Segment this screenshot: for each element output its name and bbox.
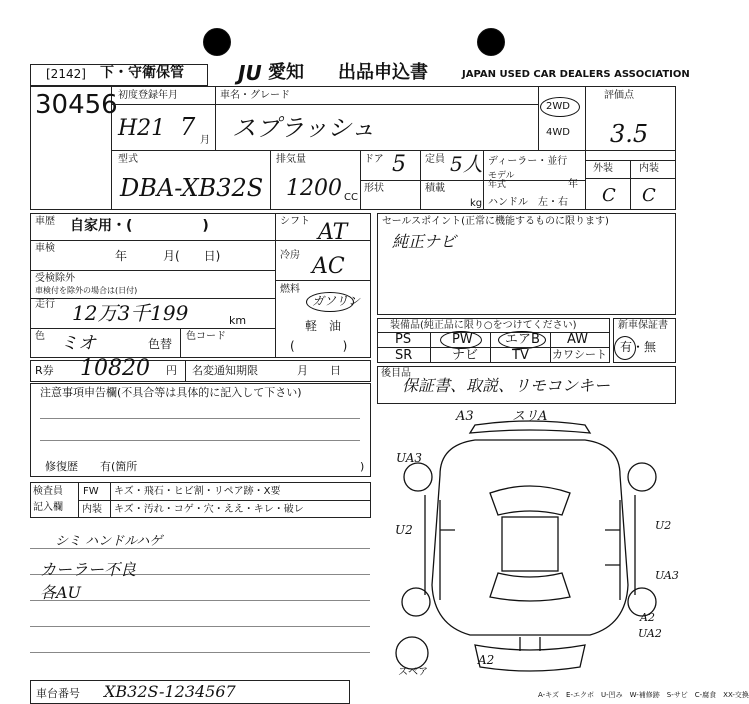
warranty-options: 有・無 (620, 340, 657, 354)
form-title: 出品申込書 (338, 62, 428, 83)
color-label: 色 (35, 331, 45, 342)
notes-header: 注意事項申告欄(不具合等は具体的に記入して下さい) (40, 386, 302, 399)
interior-grade: C (642, 185, 656, 206)
recycle-value: 10820 (80, 356, 150, 381)
inspector-label: 検査員 (33, 486, 63, 497)
reg-year: H21 (118, 116, 166, 141)
load-label: 積載 (425, 183, 445, 194)
interior-items: キズ・汚れ・コゲ・穴・ええ・キレ・破レ (114, 504, 304, 515)
damage-note-u2-right: U2 (655, 519, 672, 532)
shift-label: シフト (280, 216, 310, 227)
shape-label: 形状 (364, 183, 384, 194)
2wd-label: 2WD (546, 101, 570, 112)
first-reg-label: 初度登録年月 (118, 90, 178, 101)
exterior-grade: C (602, 185, 616, 206)
after-items-label: 後目品 (381, 368, 411, 379)
name-grade-label: 車名・グレード (220, 90, 290, 101)
punch-hole-right (477, 28, 505, 56)
equip-sr: SR (395, 348, 413, 363)
equip-pw: PW (452, 332, 473, 347)
capacity-value: 5人 (450, 152, 483, 176)
inspection-date: 年 月( 日) (115, 249, 221, 263)
lot-number: 30456 (35, 90, 118, 120)
equip-airbag: エアB (505, 332, 540, 347)
dealer-parallel-label: ディーラー・並行 (488, 156, 568, 167)
mileage-value: 12万3千199 (72, 301, 189, 325)
repair-close: ) (360, 460, 365, 473)
warranty-circle (614, 336, 636, 360)
damage-note-ua3-left: UA3 (396, 451, 423, 465)
exterior-label: 外装 (593, 163, 613, 174)
kg-unit: kg (470, 198, 483, 209)
sales-point-value: 純正ナビ (392, 232, 457, 251)
fw-label: FW (83, 486, 99, 497)
remark-2: カーラー不良 (40, 560, 137, 579)
doors-label: ドア (364, 154, 384, 165)
shift-value: AT (318, 220, 348, 245)
displacement-label: 排気量 (276, 154, 306, 165)
equip-tv: TV (512, 348, 529, 363)
4wd-label: 4WD (546, 127, 570, 138)
rating-value: 3.5 (610, 120, 649, 148)
auction-code: [2142] (46, 67, 86, 81)
km-unit: km (229, 314, 247, 327)
name-change-date: 月 日 (297, 364, 341, 377)
equip-leather: カワシート (552, 348, 607, 361)
damage-note-a2-right: A2 (640, 611, 655, 624)
spare-label: スペア (398, 667, 428, 678)
damage-note-u2-left: U2 (395, 523, 413, 537)
fuel-label: 燃料 (280, 284, 300, 295)
sales-point-box (377, 213, 676, 315)
interior-check-label: 内装 (82, 504, 102, 515)
damage-note-ua3-right: UA3 (655, 569, 679, 582)
equipment-label: 装備品(純正品に限り○をつけてください) (390, 320, 577, 331)
remark-3: 各AU (40, 583, 82, 602)
cc-unit: CC (344, 192, 358, 203)
interior-label: 内装 (639, 163, 659, 174)
doors-value: 5 (392, 152, 406, 177)
color-change-label: 色替 (148, 337, 173, 351)
history-label: 車歴 (35, 216, 55, 227)
equip-navi: ナビ (452, 348, 479, 363)
month-unit: 月 (200, 135, 210, 146)
notes-entry-label: 記入欄 (33, 502, 63, 513)
repair-history: 修復歴 有(箇所 (45, 460, 138, 473)
model-code: DBA-XB32S (120, 174, 264, 202)
equip-ps: PS (395, 332, 412, 347)
damage-note-front: スリA (512, 409, 548, 424)
diesel-label: 軽 油 (305, 319, 342, 333)
model-year-unit: 年 (568, 179, 578, 190)
handle-label: ハンドル 左・右 (488, 197, 568, 208)
name-change-label: 名変通知期限 (192, 364, 258, 377)
mileage-label: 走行 (35, 299, 55, 310)
damage-note-a3: A3 (456, 409, 474, 424)
history-value: 自家用・( ) (70, 218, 209, 234)
chassis-label: 車台番号 (36, 687, 80, 700)
equip-aw: AW (567, 332, 589, 347)
model-year-label: モデル 年式 (488, 171, 515, 190)
rating-label: 評価点 (604, 90, 634, 101)
aircon-value: AC (312, 254, 345, 279)
damage-note-a2-bottom: A2 (478, 653, 495, 667)
dealer-name: 下・守衛保管 (100, 65, 184, 81)
pw-circle (440, 331, 482, 349)
fuel-value: ガソリン (312, 294, 361, 308)
damage-legend: A-キズ E-エクボ U-凹み W-補修跡 S-サビ C-腐食 XX-交換 (538, 691, 749, 699)
model-label: 型式 (118, 154, 138, 165)
displacement-value: 1200 (286, 176, 342, 201)
damage-note-ua2: UA2 (638, 627, 662, 640)
inspection-label: 車検 (35, 243, 55, 254)
after-items-value: 保証書、取説、リモコンキー (402, 376, 611, 395)
fw-items: キズ・飛石・ヒビ割・リペア跡・X要 (114, 486, 281, 497)
capacity-label: 定員 (425, 154, 445, 165)
reg-month: 7 (180, 113, 196, 141)
sales-point-label: セールスポイント(正常に機能するものに限ります) (382, 216, 609, 227)
chassis-value: XB32S-1234567 (104, 682, 236, 701)
airbag-circle (498, 331, 546, 349)
color-code-label: 色コード (186, 331, 226, 342)
yen-unit: 円 (166, 364, 177, 377)
remark-1: シミ ハンドルハゲ (55, 534, 163, 549)
car-damage-diagram (380, 405, 680, 695)
ju-logo: JU (238, 61, 262, 85)
recycle-label: R券 (35, 364, 54, 377)
transfer-sub: 車検付を除外の場合は(日付) (35, 286, 138, 295)
color-value: ミオ (60, 333, 96, 354)
region-name: 愛知 (268, 62, 304, 83)
transfer-label: 受検除外 (35, 273, 75, 284)
association-name: JAPAN USED CAR DEALERS ASSOCIATION (462, 69, 690, 80)
punch-hole-left (203, 28, 231, 56)
aircon-label: 冷房 (280, 250, 300, 261)
fuel-other: ( ) (290, 339, 348, 353)
warranty-label: 新車保証書 (618, 320, 668, 331)
car-name: スプラッシュ (232, 114, 376, 142)
